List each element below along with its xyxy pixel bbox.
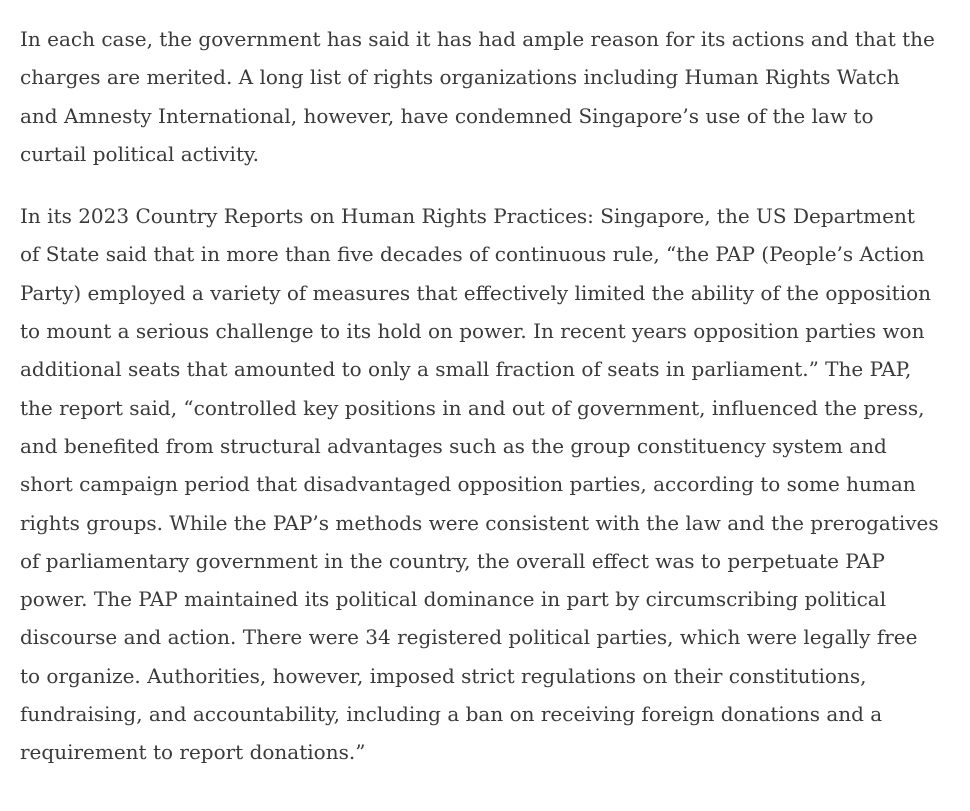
article-paragraph: In its 2023 Country Reports on Human Rights Practices: Singapore, the US Department of State said that in more than five decades of continuous rule, “the PAP (People’s Action Party) employed a variety of measures that effectively limited the ability of the opposition to mount a serious challenge to its hold on power. In recent years opposition parties won additional seats that amounted to only a small fraction of seats in parliament.” The PAP, the report said, “controlled key positions in and out of government, influenced the press, and benefited from structural advantages such as the group constituency system and short campaign period that disadvantaged opposition parties, according to some human rights groups. While the PAP’s methods were consistent with the law and the prerogatives of parliamentary government in the country, the overall effect was to perpetuate PAP power. The PAP maintained its political dominance in part by circumscribing political discourse and action. There were 34 registered political parties, which were legally free to organize. Authorities, however, imposed strict regulations on their constitutions, fundraising, and accountability, including a ban on receiving foreign donations and a requirement to report donations.” [20,204,939,765]
article-paragraph: In each case, the government has said it has had ample reason for its actions and that the charges are merited. A long list of rights organizations including Human Rights Watch and Amnesty International, however, have condemned Singapore’s use of the law to curtail political activity. [20,27,935,166]
